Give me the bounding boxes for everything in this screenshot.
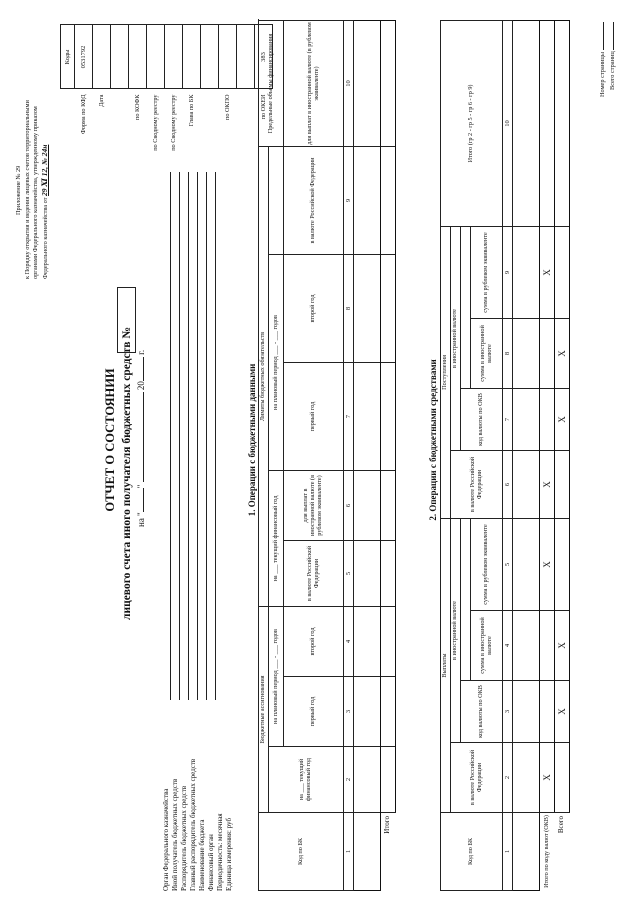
- field-line-budget[interactable]: [206, 172, 207, 700]
- footer-total-pages: Всего страниц: [610, 22, 616, 90]
- codes-header: Коды: [61, 25, 75, 89]
- code-date: [93, 25, 111, 89]
- budget-data-table: Код по БК Бюджетные ассигнования Лимиты бюджетных обязательств Предельные объемы финансирования на ___ текущий финансовый год на плановый период ___ - ___ годов на ___ текущий финансовый год на плановый период ___ - ___ годов первый год второй год в валюте Российской Федерации для выплат в иностранной валюте (в рублевом эквиваленте) первый год второй год в валюте Российской Федерации для выплат в иностранной валюте (в рублевом эквиваленте) 1 2 3 4 5 6 7 8 9 10 Итого: [258, 20, 396, 891]
- s1-head-limits: Лимиты бюджетных обязательств: [259, 146, 269, 606]
- code-kfd: 0531792: [75, 25, 93, 89]
- appendix-line-4: Федерального казначейства от 29 Ⅺ 12, № 24н: [40, 144, 49, 279]
- codes-table: Коды Форма по КФД 0531792 Дата по КОФК по Сводному реестру по Сводному реестру Глава по БК по ОКПО по ОКЕИ 383: [60, 25, 273, 166]
- appendix-line-1: Приложение № 29: [15, 165, 22, 215]
- s1-head-kod-bk: Код по БК: [259, 813, 344, 891]
- code-okpo: [219, 25, 237, 89]
- s2-data-row[interactable]: [513, 20, 540, 890]
- s1-column-numbers: 1 2 3 4 5 6 7 8 9 10: [344, 20, 354, 890]
- s1-head-current-fy: на ___ текущий финансовый год: [269, 471, 284, 607]
- s1-head-planned2: на плановый период ___ - ___ годов: [269, 255, 284, 471]
- field-label-recipient: Иной получатель бюджетных средств: [171, 778, 179, 891]
- field-line-finorgan[interactable]: [215, 172, 216, 700]
- section1-title: 1. Операции с бюджетными данными: [247, 363, 257, 517]
- footer-page-number: Номер страницы: [600, 22, 606, 97]
- field-line-ofk[interactable]: [170, 172, 171, 700]
- report-date: на "" 20 г.: [136, 349, 146, 527]
- operations-table: Код по БК Выплаты Поступления Итого (гр 2 - гр 5 - гр 6 - гр 9) в валюте Российской Федерации в иностранной валюте в валюте Российской Федерации в иностранной валюте код валюты по ОКВ код валюты по ОКВ сумма в иностранной валюте сумма в рублевом эквиваленте сумма в иностранной валюте сумма в рублевом эквиваленте 1 2 3 4 5 6 7 8 9 10 Итого по коду валют (ОКВ) X X X X Всего X X X X: [440, 20, 570, 891]
- section2-title: 2. Операции с бюджетными средствами: [428, 359, 438, 521]
- s2-head-receipts: Поступления: [441, 226, 451, 518]
- field-label-periodicity: Периодичность: месячная: [216, 813, 224, 891]
- field-label-units: Единица измерения: руб: [225, 817, 233, 891]
- code-kofk: [129, 25, 147, 89]
- appendix-line-2: к Порядку открытия и ведения лицевых счетов территориальными: [24, 100, 31, 279]
- report-title: ОТЧЕТ О СОСТОЯНИИ: [103, 368, 117, 512]
- appendix-date: 29 Ⅺ 12, № 24н: [40, 144, 49, 196]
- s2-head-payments: Выплаты: [441, 518, 451, 812]
- s1-head-ba: Бюджетные ассигнования: [259, 607, 269, 813]
- field-label-main-manager: Главный распорядитель бюджетных средств: [189, 758, 197, 891]
- s2-head-sum-span: [461, 518, 471, 680]
- s2-column-numbers: 1 2 3 4 5 6 7 8 9 10: [503, 20, 513, 890]
- field-label-ofk: Орган Федерального казначейства: [162, 788, 170, 891]
- s2-head-kod-bk: Код по БК: [441, 813, 503, 891]
- field-line-recipient[interactable]: [179, 172, 180, 700]
- account-number-box[interactable]: [117, 287, 136, 353]
- field-label-finorgan: Финансовый орган: [207, 834, 215, 891]
- report-subtitle: лицевого счета иного получателя бюджетных средств №: [121, 327, 133, 620]
- code-okei: 383: [255, 25, 273, 89]
- s2-head-total: Итого (гр 2 - гр 5 - гр 6 - гр 9): [441, 20, 503, 226]
- s1-head-na-current: на ___ текущий финансовый год: [269, 747, 344, 813]
- field-label-budget: Наименование бюджета: [198, 819, 206, 891]
- field-line-main-manager[interactable]: [197, 172, 198, 700]
- s2-okv-total-row: Итого по коду валют (ОКВ) X X X X: [540, 20, 555, 890]
- field-label-manager: Распорядитель бюджетных средств: [180, 785, 188, 891]
- field-line-manager[interactable]: [188, 172, 189, 700]
- s2-grand-total-row: Всего X X X X: [555, 20, 570, 890]
- s1-head-pov: Предельные объемы финансирования: [259, 20, 284, 146]
- appendix-line-3: органами Федерального казначейства, утвержденному приказом: [32, 106, 39, 279]
- s1-data-row[interactable]: [354, 20, 381, 890]
- s1-total-row: Итого: [381, 20, 396, 890]
- s1-head-planned: на плановый период ___ - ___ годов: [269, 607, 284, 747]
